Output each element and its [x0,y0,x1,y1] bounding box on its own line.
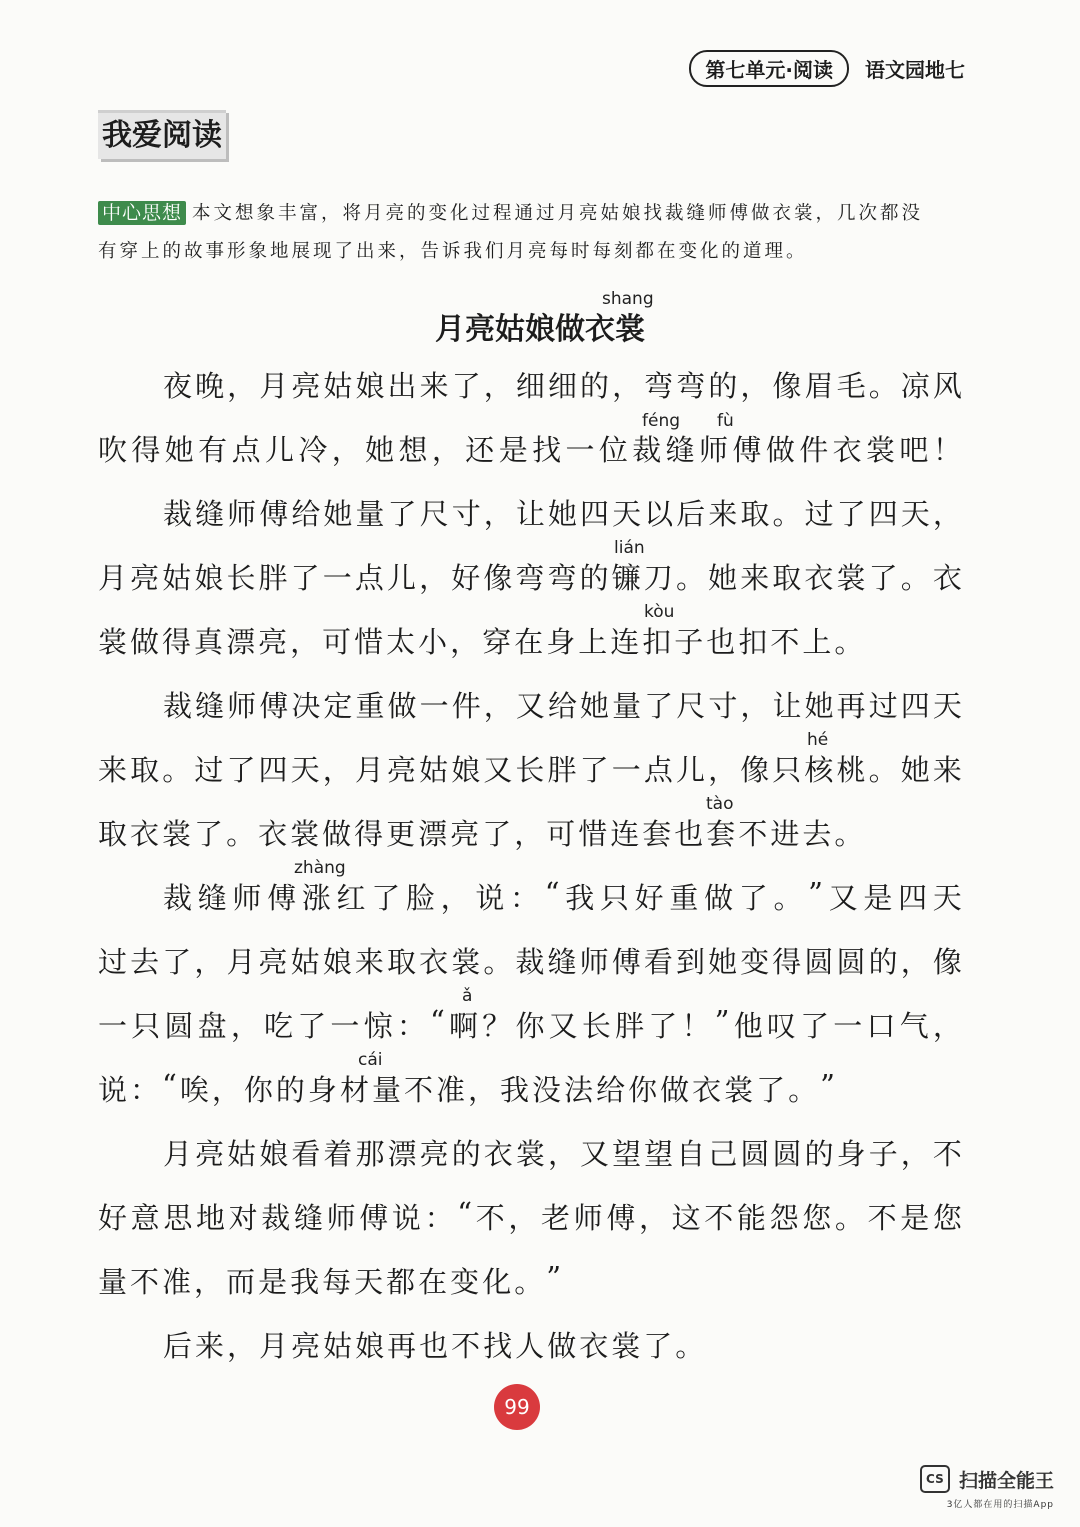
story-line: 月 亮 姑 娘 长 胖 了 一 点 儿 ， 好 像 弯 弯 的 镰 刀 。 她 来 取 衣 裳 了 。 衣 [98,561,962,595]
story-line: 量 不 准 ， 而 是 我 每 天 都 在 变 化 。 ” [98,1260,565,1299]
pinyin-tao: tào [706,794,734,814]
watermark-sub: 3亿人都在用的扫描App [946,1500,1054,1510]
pinyin-lian: lián [614,538,645,558]
story-line: 来 取 。 过 了 四 天 ， 月 亮 姑 娘 又 长 胖 了 一 点 儿 ， 像 只 核 桃 。 她 来 [98,753,962,787]
summary-line-1: 本文想象丰富，将月亮的变化过程通过月亮姑娘找裁缝师傅做衣裳，几次都没 [192,203,924,224]
story-line: 一 只 圆 盘 ， 吃 了 一 惊 ： “ 啊 ？ 你 又 长 胖 了 ！ ” 他 叹 了 一 口 气 ， [98,1004,962,1043]
story-line: 好 意 思 地 对 裁 缝 师 傅 说 ： “ 不 ， 老 师 傅 ， 这 不 能 怨 您 。 不 是 您 [98,1196,962,1235]
story-line: 过 去 了 ， 月 亮 姑 娘 来 取 衣 裳 。 裁 缝 师 傅 看 到 她 变 得 圆 圆 的 ， 像 [98,945,962,979]
pinyin-he: hé [807,730,829,750]
scanner-watermark [920,1465,1054,1510]
pinyin-feng: féng [642,411,681,431]
pinyin-cai: cái [358,1050,383,1070]
story-line: 吹 得 她 有 点 儿 冷 ， 她 想 ， 还 是 找 一 位 裁 缝 师 傅 做 件 衣 裳 吧 ！ [98,433,962,467]
story-title: 月亮姑娘做衣裳 [435,312,645,347]
page-header [689,50,965,87]
story-line: 夜 晚 ， 月 亮 姑 娘 出 来 了 ， 细 细 的 ， 弯 弯 的 ， 像 眉 毛 。 凉 风 [163,369,962,403]
summary-tag: 中心思想 [98,201,186,225]
story-line: 裁 缝 师 傅 决 定 重 做 一 件 ， 又 给 她 量 了 尺 寸 ， 让 她 再 过 四 天 [163,689,962,723]
summary-line-2: 有穿上的故事形象地展现了出来，告诉我们月亮每时每刻都在变化的道理。 [98,241,808,262]
section-label: 语文园地七 [865,58,965,82]
pinyin-kou: kòu [644,602,675,622]
cs-logo-icon: CS [920,1465,950,1493]
story-line: 裁 缝 师 傅 涨 红 了 脸 ， 说 ： “ 我 只 好 重 做 了 。 ” 又 是 四 天 [163,876,962,915]
story-line: 裳 做 得 真 漂 亮 ， 可 惜 太 小 ， 穿 在 身 上 连 扣 子 也 扣 不 上 。 [98,625,867,659]
pinyin-fu: fù [717,411,734,431]
story-line: 裁 缝 师 傅 给 她 量 了 尺 寸 ， 让 她 四 天 以 后 来 取 。 过 了 四 天 ， [163,497,962,531]
summary [98,194,964,271]
unit-label: 第七单元·阅读 [689,50,849,87]
page-number: 99 [494,1384,540,1430]
pinyin-zhang: zhàng [294,858,346,878]
watermark-brand: 扫描全能王 [958,1469,1054,1492]
pinyin-a: ǎ [462,986,473,1006]
section-tag: 我爱阅读 [98,110,226,159]
story-line: 月 亮 姑 娘 看 着 那 漂 亮 的 衣 裳 ， 又 望 望 自 己 圆 圆 的 身 子 ， 不 [163,1137,962,1171]
pinyin-shang: shang [602,289,654,309]
story-line: 说 ： “ 唉 ， 你 的 身 材 量 不 准 ， 我 没 法 给 你 做 衣 裳 了 。 ” [98,1068,838,1107]
story-line: 后 来 ， 月 亮 姑 娘 再 也 不 找 人 做 衣 裳 了 。 [163,1329,708,1363]
story-line: 取 衣 裳 了 。 衣 裳 做 得 更 漂 亮 了 ， 可 惜 连 套 也 套 不 进 去 。 [98,817,867,851]
